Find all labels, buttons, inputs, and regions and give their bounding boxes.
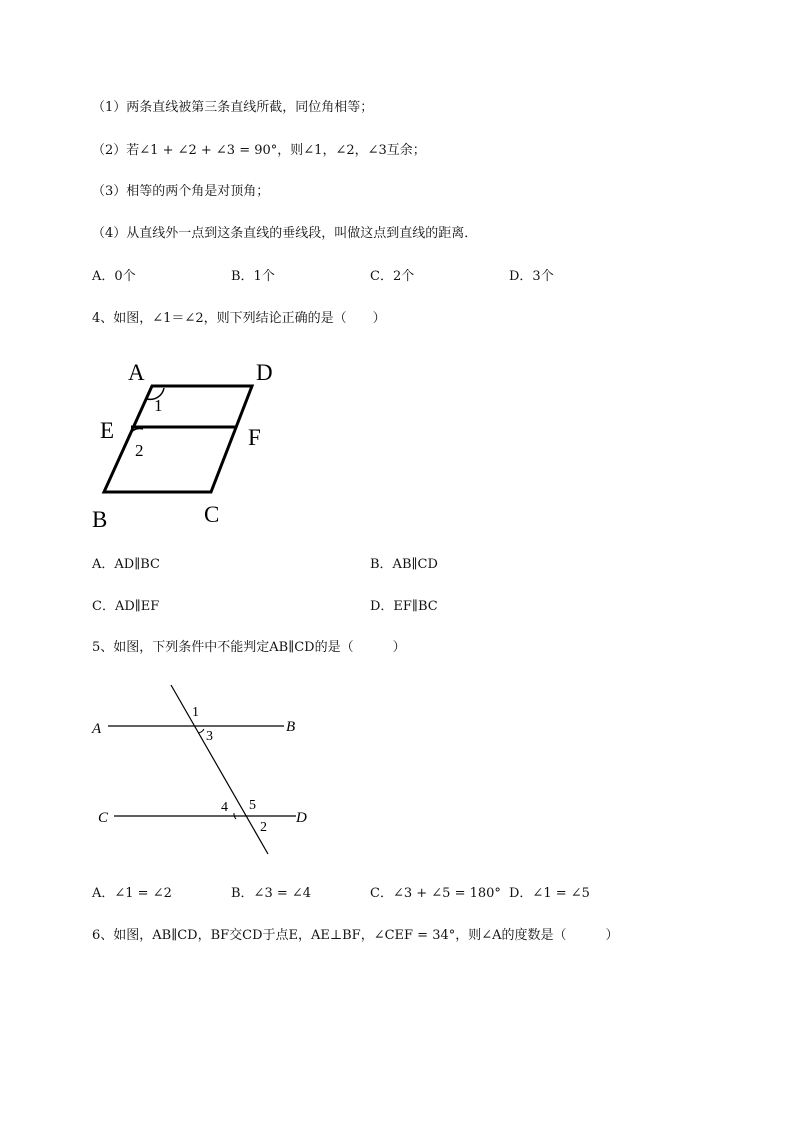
q6-stem: 6、如图，AB∥CD，BF交CD于点E，AE⊥BF，∠CEF = 34°，则∠A的度数是（ ） (92, 928, 619, 943)
statement-4: （4）从直线外一点到这条直线的垂线段，叫做这点到直线的距离． (92, 226, 478, 241)
q5-option-b: B．∠3 = ∠4 (231, 886, 312, 901)
q4-parallelogram (104, 386, 252, 492)
q5-label-angle-2: 2 (260, 820, 267, 835)
q4-label-f: F (248, 425, 261, 450)
q3-option-a: A．0个 (92, 269, 136, 284)
statement-2: （2）若∠1 + ∠2 + ∠3 = 90°，则∠1，∠2，∠3互余； (92, 143, 426, 158)
q5-transversal (171, 685, 268, 854)
q4-option-d: D．EF∥BC (370, 599, 438, 614)
q3-option-b: B．1个 (231, 269, 275, 284)
q5-stem: 5、如图，下列条件中不能判定AB∥CD的是（ ） (92, 640, 406, 655)
q4-label-c: C (204, 502, 220, 527)
q5-label-a: A (92, 721, 102, 737)
q5-option-a: A．∠1 = ∠2 (92, 886, 172, 901)
q5-label-angle-1: 1 (192, 705, 199, 720)
q5-label-c: C (98, 810, 109, 826)
q4-option-b: B．AB∥CD (370, 557, 438, 572)
q4-label-angle-2: 2 (135, 441, 144, 460)
q4-label-b: B (92, 507, 108, 532)
q5-label-d: D (296, 810, 307, 826)
statement-1: （1）两条直线被第三条直线所截，同位角相等； (92, 100, 374, 115)
q5-angle-3-arc (198, 729, 204, 733)
q5-label-angle-4: 4 (221, 800, 228, 815)
q5-label-angle-5: 5 (249, 798, 256, 813)
q3-option-d: D．3个 (509, 269, 554, 284)
q5-option-c: C．∠3 + ∠5 = 180° (370, 886, 501, 901)
q4-option-c: C．AD∥EF (92, 599, 160, 614)
statement-3: （3）相等的两个角是对顶角； (92, 184, 270, 199)
q4-label-e: E (100, 418, 115, 443)
q4-stem: 4、如图，∠1＝∠2，则下列结论正确的是（ ） (92, 311, 386, 326)
q4-label-a: A (128, 360, 145, 385)
q5-option-d: D．∠1 = ∠5 (509, 886, 590, 901)
q5-figure (88, 680, 328, 860)
q5-label-b: B (286, 719, 296, 735)
q4-option-a: A．AD∥BC (92, 557, 160, 572)
q4-label-d: D (256, 360, 273, 385)
q3-option-c: C．2个 (370, 269, 415, 284)
q4-figure (80, 352, 300, 537)
q4-label-angle-1: 1 (154, 396, 163, 415)
q5-label-angle-3: 3 (206, 729, 213, 744)
